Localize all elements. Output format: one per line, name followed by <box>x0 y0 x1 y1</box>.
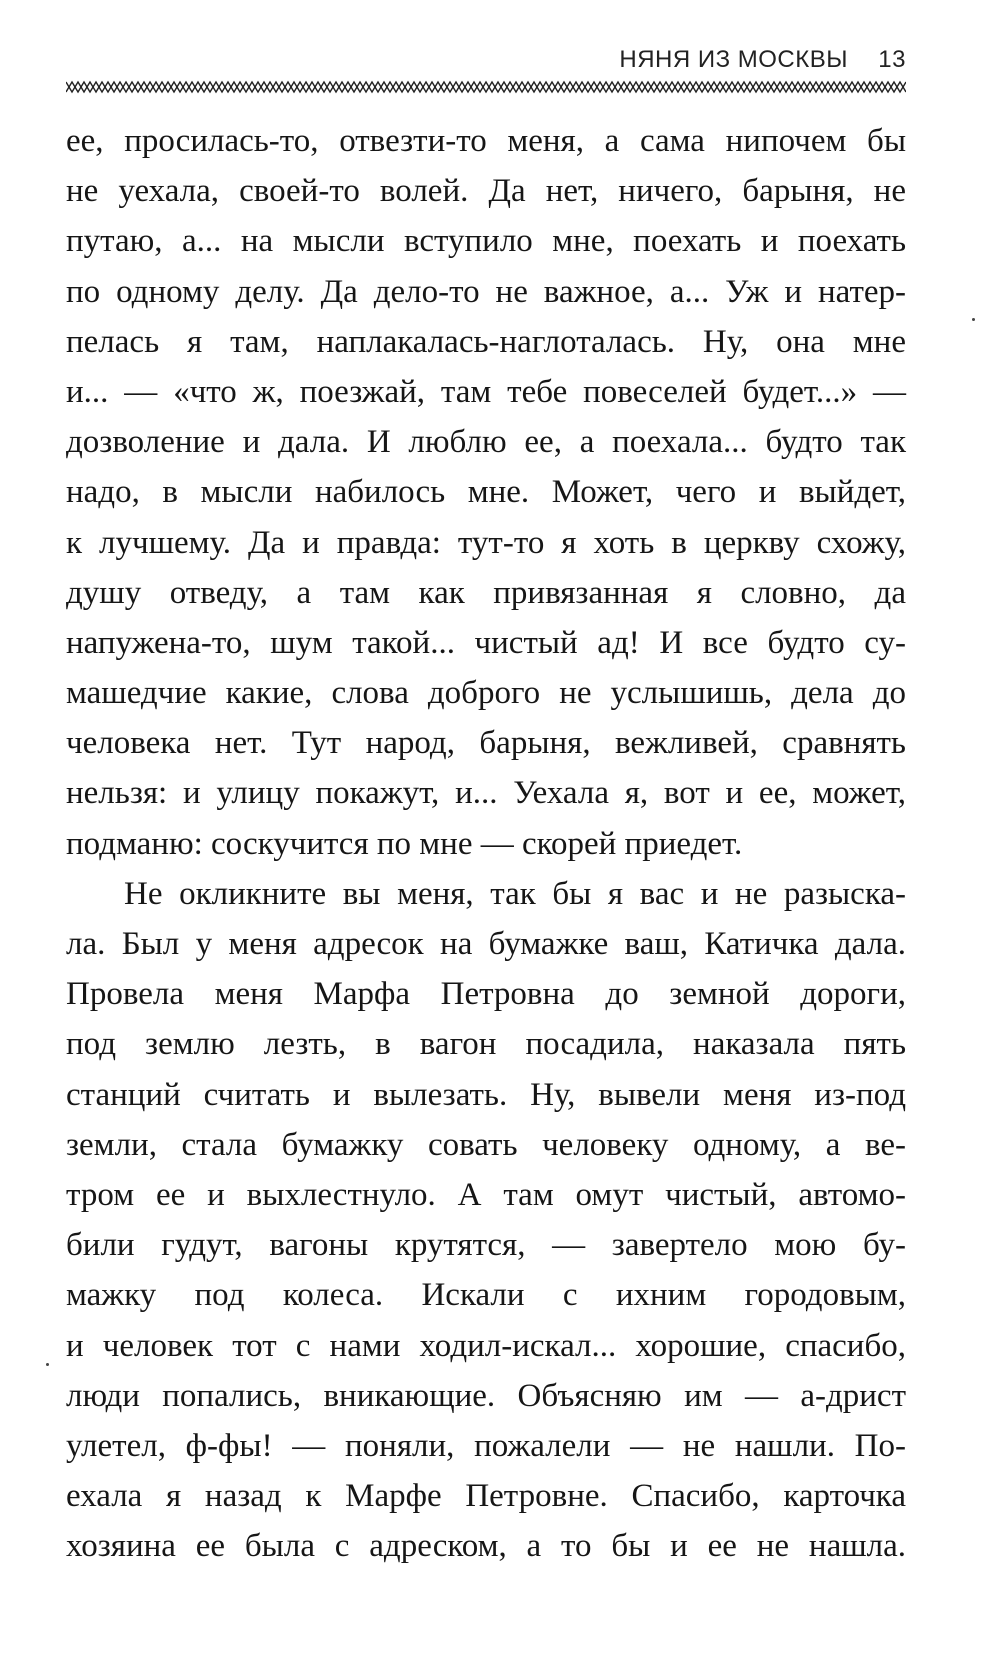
scan-speck <box>46 1363 49 1366</box>
text-line: душу отведу, а там как привязанная я словно, да <box>66 574 906 611</box>
text-line: по одному делу. Да дело-то не важное, а... Уж и натер- <box>66 273 906 310</box>
text-line: не уехала, своей-то волей. Да нет, ничего, барыня, не <box>66 173 906 210</box>
text-line: напужена-то, шум такой... чистый ад! И все будто су- <box>66 624 906 661</box>
text-line: били гудут, вагоны крутятся, — завертело мою бу- <box>66 1227 906 1264</box>
running-title: НЯНЯ ИЗ МОСКВЫ <box>619 46 848 73</box>
page-number: 13 <box>878 46 906 73</box>
text-line: земли, стала бумажку совать человеку одному, а ве- <box>66 1126 906 1163</box>
text-line: ехала я назад к Марфе Петровне. Спасибо, карточка <box>66 1478 906 1515</box>
zigzag-ornament-rule <box>66 80 906 94</box>
text-line: пелась я там, наплакалась-наглоталась. Ну, она мне <box>66 323 906 360</box>
text-line: и человек тот с нами ходил-искал... хорошие, спасибо, <box>66 1327 906 1364</box>
text-line: путаю, а... на мысли вступило мне, поехать и поехать <box>66 223 906 260</box>
text-line: нельзя: и улицу покажут, и... Уехала я, вот и ее, может, <box>66 775 906 812</box>
text-line: тром ее и выхлестнуло. А там омут чистый, автомо- <box>66 1176 906 1213</box>
text-line: человека нет. Тут народ, барыня, вежливей, сравнять <box>66 725 906 762</box>
text-line: под землю лезть, в вагон посадила, наказала пять <box>66 1026 906 1063</box>
text-line: надо, в мысли набилось мне. Может, чего и выйдет, <box>66 474 906 511</box>
text-line: станций считать и вылезать. Ну, вывели меня из-под <box>66 1076 906 1113</box>
text-line: ее, просилась-то, отвезти-то меня, а сама нипочем бы <box>66 123 906 159</box>
text-line: люди попались, вникающие. Объясняю им — а-дрист <box>66 1377 906 1414</box>
text-line: Не окликните вы меня, так бы я вас и не разыска- <box>124 875 906 912</box>
text-line: улетел, ф-фы! — поняли, пожалели — не нашли. По- <box>66 1427 906 1464</box>
text-line: машедчие какие, слова доброго не услышишь, дела до <box>66 675 906 712</box>
text-line: и... — «что ж, поезжай, там тебе повеселей будет...» — <box>66 373 906 410</box>
text-line: подманю: соскучится по мне — скорей приедет. <box>66 825 743 862</box>
text-line: Провела меня Марфа Петровна до земной дороги, <box>66 976 906 1013</box>
text-line: ла. Был у меня адресок на бумажке ваш, Катичка дала. <box>66 926 906 962</box>
paragraph-1 <box>66 116 906 869</box>
text-line: к лучшему. Да и правда: тут-то я хоть в церкву схожу, <box>66 524 906 561</box>
scan-speck <box>972 318 975 321</box>
text-line: хозяина ее была с адреском, а то бы и ее не нашла. <box>66 1528 906 1565</box>
text-line: мажку под колеса. Искали с ихним городовым, <box>66 1277 906 1314</box>
body-text <box>66 116 906 1571</box>
paragraph-2 <box>66 869 906 1572</box>
running-header <box>66 40 906 84</box>
text-line: дозволение и дала. И люблю ее, а поехала... будто так <box>66 424 906 461</box>
